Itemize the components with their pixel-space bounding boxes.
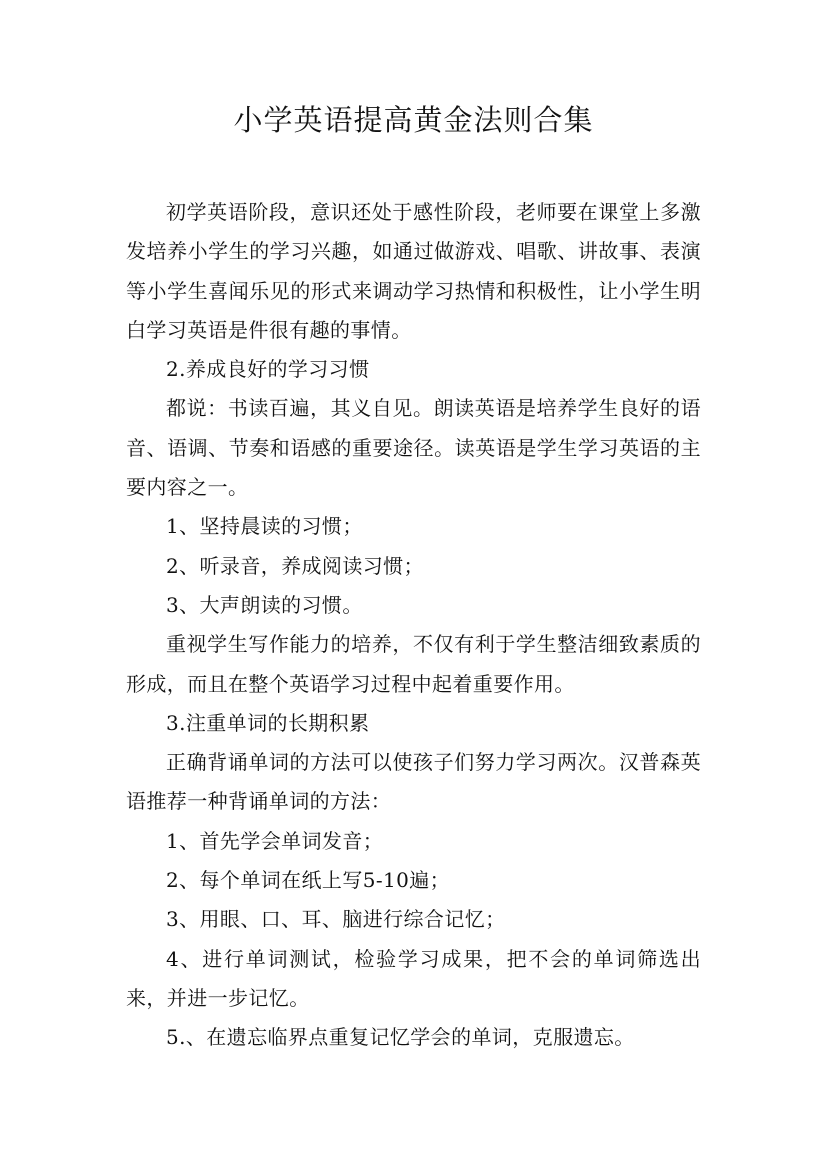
paragraph-reading: 都说：书读百遍，其义自见。朗读英语是培养学生良好的语音、语调、节奏和语感的重要途径。读英语是学生学习英语的主要内容之一。: [126, 396, 701, 500]
section-heading-vocabulary: 3.注重单词的长期积累: [166, 710, 370, 735]
list-item: 1、坚持晨读的习惯；: [166, 514, 363, 539]
paragraph-intro: 初学英语阶段，意识还处于感性阶段，老师要在课堂上多激发培养小学生的学习兴趣，如通过做游戏、唱歌、讲故事、表演等小学生喜闻乐见的形式来调动学习热情和积极性，让小学生明白学习英语是件很有趣的事情。: [126, 200, 701, 342]
list-item: 4、进行单词测试，检验学习成果，把不会的单词筛选出来，并进一步记忆。: [126, 946, 701, 1010]
list-item: 3、大声朗读的习惯。: [166, 592, 363, 617]
list-item: 3、用眼、口、耳、脑进行综合记忆；: [166, 907, 506, 932]
section-heading-habits: 2.养成良好的学习习惯: [166, 357, 370, 382]
document-title: 小学英语提高黄金法则合集: [233, 103, 594, 137]
paragraph-writing: 重视学生写作能力的培养，不仅有利于学生整洁细致素质的形成，而且在整个英语学习过程中起着重要作用。: [126, 632, 701, 696]
list-item: 1、首先学会单词发音；: [166, 828, 384, 853]
list-item: 5.、在遗忘临界点重复记忆学会的单词，克服遗忘。: [166, 1025, 635, 1050]
list-item: 2、每个单词在纸上写5-10遍；: [166, 868, 451, 893]
list-item: 2、听录音，养成阅读习惯；: [166, 553, 424, 578]
paragraph-method: 正确背诵单词的方法可以使孩子们努力学习两次。汉普森英语推荐一种背诵单词的方法：: [126, 750, 701, 814]
document-body: [126, 193, 701, 1058]
